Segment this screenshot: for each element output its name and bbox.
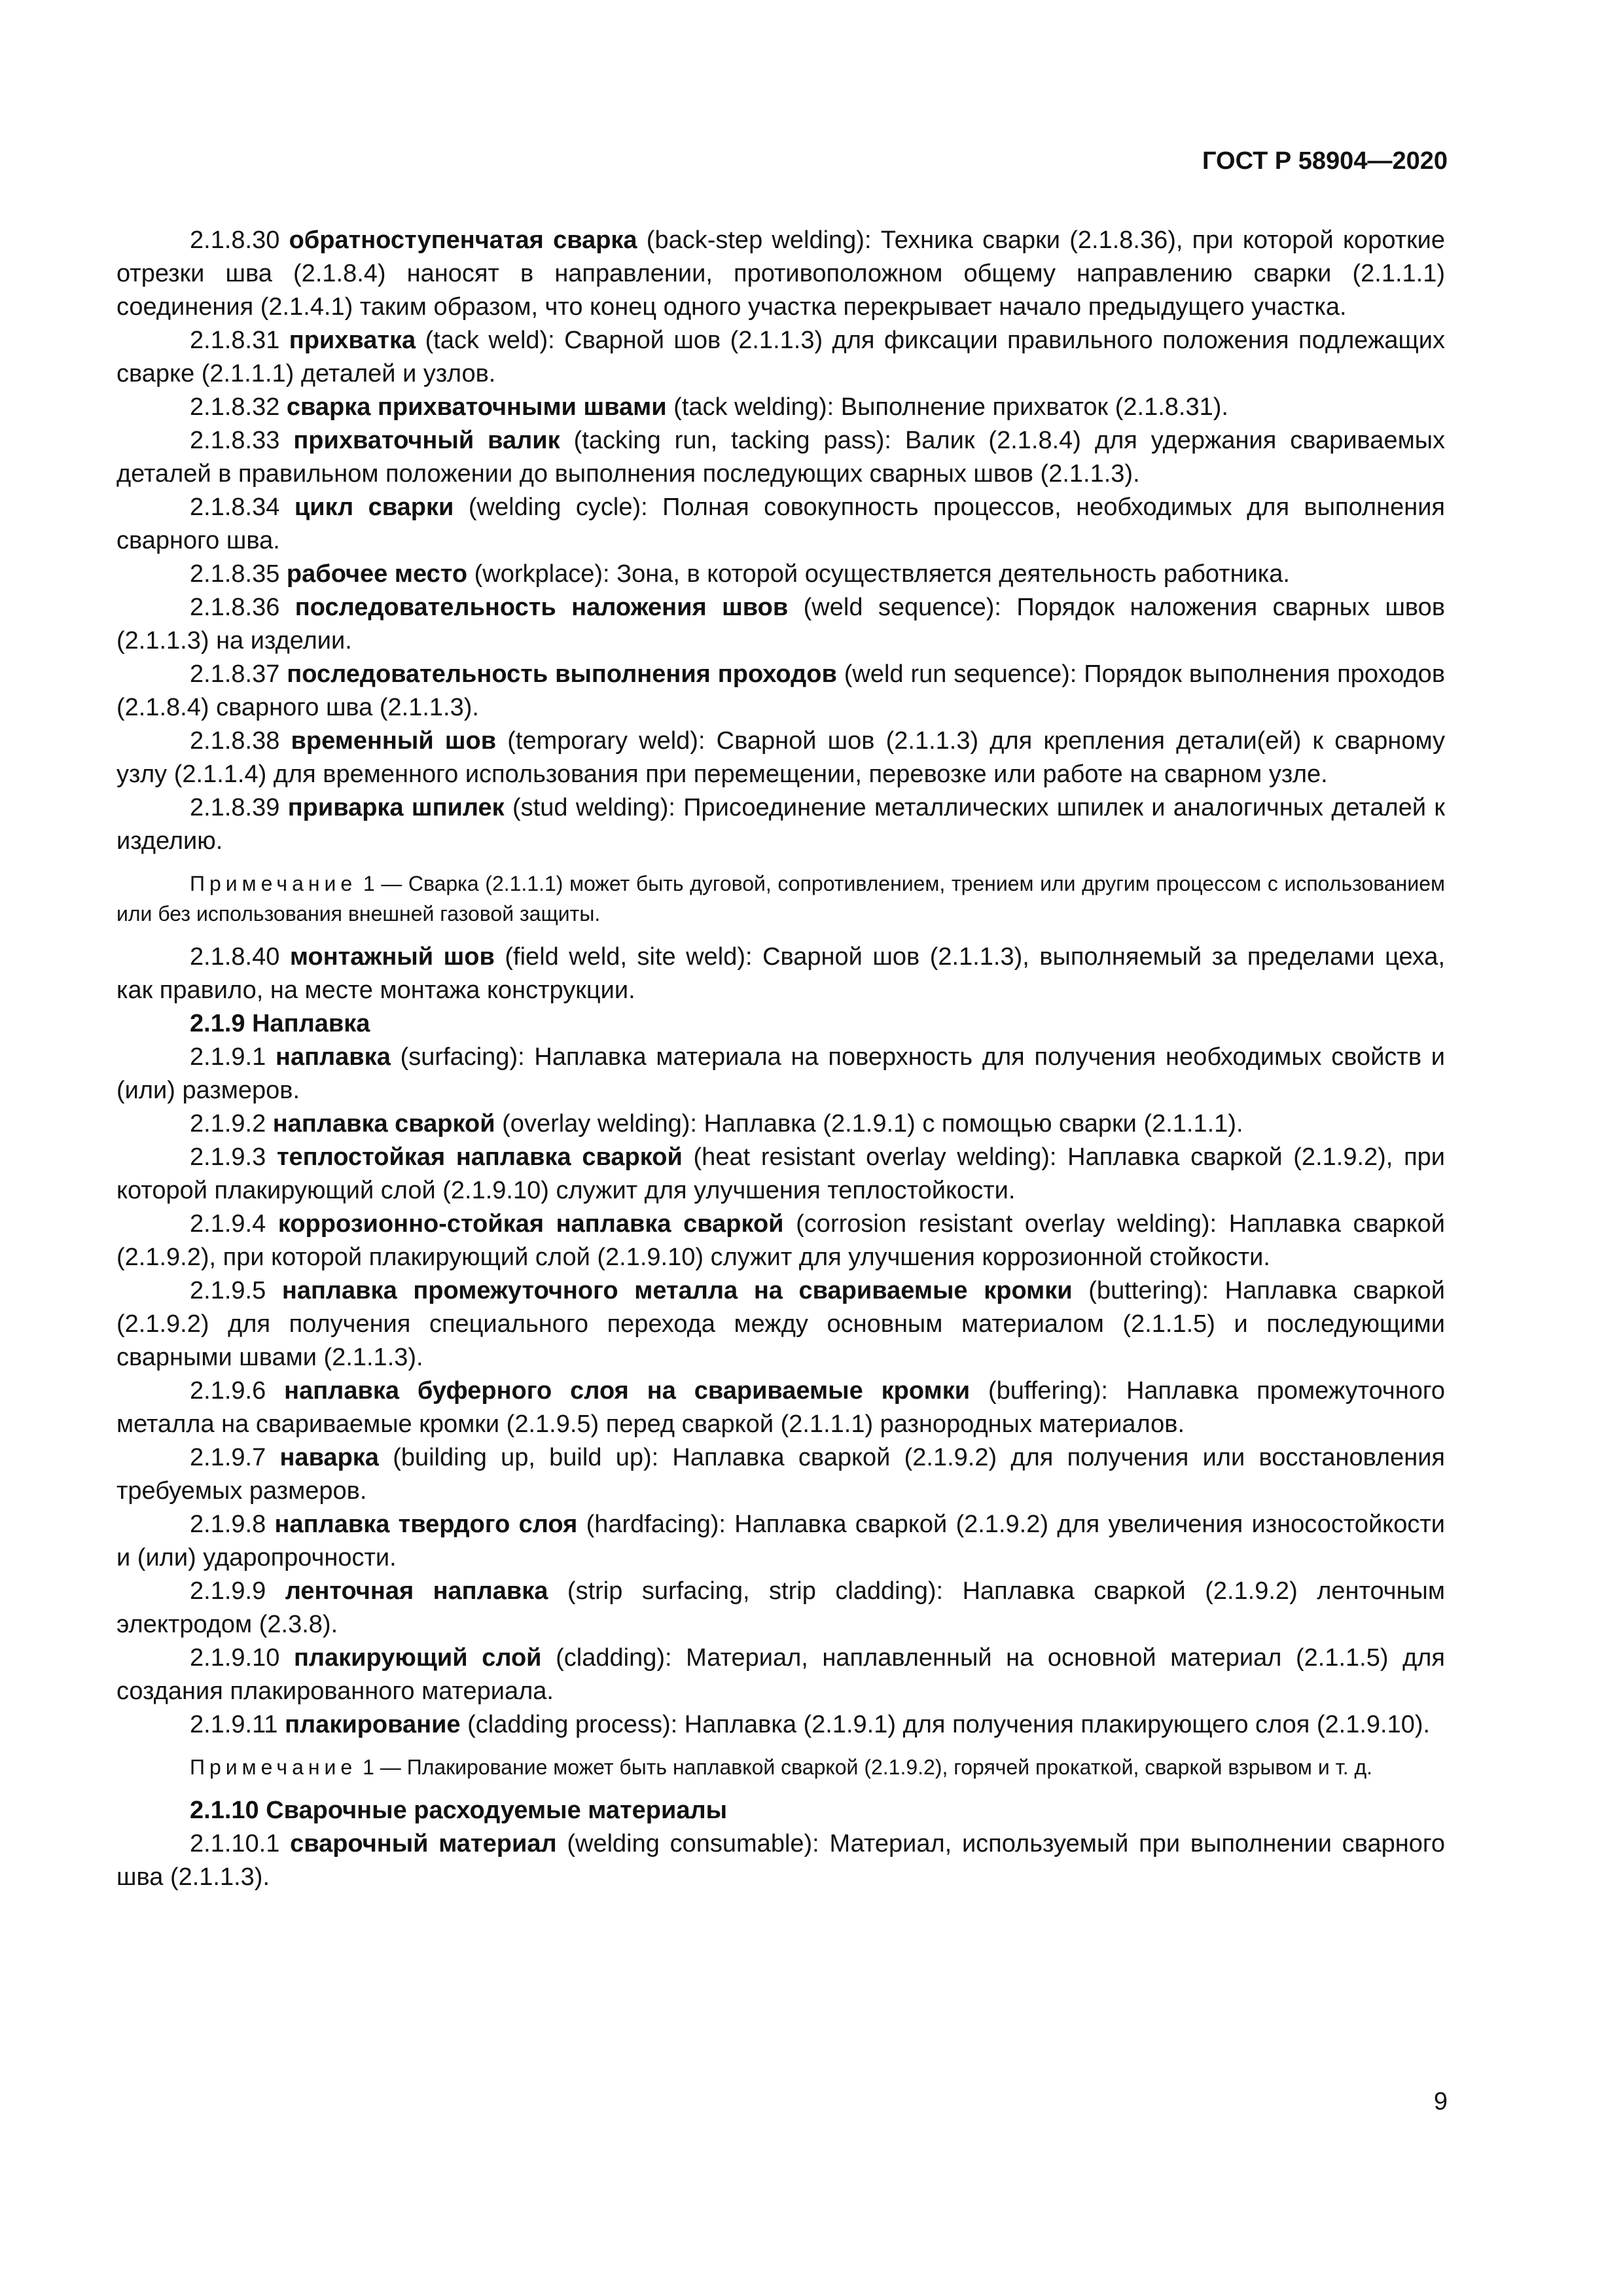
term-entry-2-1-8-34	[116, 491, 1445, 558]
entry-term: плакирование	[285, 1711, 461, 1738]
note-label: Примечание	[190, 872, 357, 895]
entry-definition: (tack weld): Сварной шов (2.1.1.3) для фиксации правильного положения подлежащих сварке (2.1.1.1) деталей и узлов.	[116, 327, 1446, 387]
note-cladding	[116, 1752, 1445, 1782]
entry-definition: (buffering): Наплавка промежуточного металла на свариваемые кромки (2.1.9.5) перед сваркой (2.1.1.1) разнородных материалов.	[116, 1377, 1445, 1438]
entry-number: 2.1.8.36	[190, 594, 280, 621]
term-entry-2-1-9-1	[116, 1041, 1445, 1107]
entry-number: 2.1.9.6	[190, 1377, 266, 1405]
term-entry-2-1-8-33	[116, 424, 1445, 491]
entry-term: сварочный материал	[290, 1830, 557, 1857]
entry-number: 2.1.9.5	[190, 1277, 266, 1304]
term-entry-2-1-9-8	[116, 1508, 1445, 1575]
entry-definition: (overlay welding): Наплавка (2.1.9.1) с помощью сварки (2.1.1.1).	[495, 1110, 1243, 1138]
entry-term: наплавка сваркой	[272, 1110, 495, 1138]
entry-definition: (weld run sequence): Порядок выполнения проходов (2.1.8.4) сварного шва (2.1.1.3).	[116, 660, 1446, 721]
term-entry-2-1-9-6	[116, 1374, 1445, 1441]
term-entry-2-1-9-2	[116, 1107, 1445, 1141]
entry-number: 2.1.9.2	[190, 1110, 266, 1138]
entry-definition: (stud welding): Присоединение металлических шпилек и аналогичных деталей к изделию.	[116, 794, 1446, 855]
entry-number: 2.1.8.32	[190, 393, 280, 421]
entry-definition: (field weld, site weld): Сварной шов (2.1.1.3), выполняемый за пределами цеха, как правило, на месте монтажа конструкции.	[116, 943, 1446, 1004]
entry-number: 2.1.8.40	[190, 943, 280, 971]
entry-term: монтажный шов	[289, 943, 495, 971]
entry-number: 2.1.9.8	[190, 1511, 266, 1538]
term-entry-2-1-9-3	[116, 1141, 1445, 1208]
entry-term: наплавка буферного слоя на свариваемые кромки	[284, 1377, 971, 1405]
entry-definition: (back-step welding): Техника сварки (2.1.8.36), при которой короткие отрезки шва (2.1.8.4) наносят в направлении, противоположном общему направлению сварки (2.1.1.1) соединения (2.1.4.1) таким образом, что конец одного участка перекрывает начало предыдущего участка.	[116, 226, 1446, 321]
entry-definition: (tacking run, tacking pass): Валик (2.1.8.4) для удержания свариваемых деталей в правильном положении до выполнения последующих сварных швов (2.1.1.3).	[116, 427, 1446, 488]
entry-number: 2.1.8.35	[190, 560, 280, 588]
term-entry-2-1-8-37	[116, 658, 1445, 725]
entry-number: 2.1.9.3	[190, 1143, 266, 1171]
entry-definition: (workplace): Зона, в которой осуществляется деятельность работника.	[467, 560, 1290, 588]
entry-definition: (temporary weld): Сварной шов (2.1.1.3) для крепления детали(ей) к сварному узлу (2.1.1.4) для временного использования при перемещении, перевозке или работе на сварном узле.	[116, 727, 1446, 788]
entry-definition: (welding cycle): Полная совокупность процессов, необходимых для выполнения сварного шва.	[116, 493, 1445, 554]
entry-term: цикл сварки	[294, 493, 454, 521]
term-entry-2-1-8-36	[116, 591, 1445, 658]
entry-term: наплавка промежуточного металла на свариваемые кромки	[281, 1277, 1073, 1304]
note-label: Примечание	[190, 1755, 357, 1779]
entry-number: 2.1.9.4	[190, 1210, 266, 1238]
entry-term: приварка шпилек	[287, 794, 505, 821]
entry-term: плакирующий слой	[293, 1644, 542, 1672]
term-entry-2-1-8-40	[116, 941, 1445, 1007]
entry-term: временный шов	[291, 727, 497, 755]
section-heading-2-1-9: 2.1.9 Наплавка	[190, 1010, 370, 1037]
entry-term: обратноступенчатая сварка	[289, 226, 637, 254]
term-entry-2-1-9-7	[116, 1441, 1445, 1508]
entry-definition: (corrosion resistant overlay welding): Наплавка сваркой (2.1.9.2), при которой плакирующий слой (2.1.9.10) служит для улучшения коррозионной стойкости.	[116, 1210, 1446, 1271]
entry-number: 2.1.8.39	[190, 794, 280, 821]
entry-number: 2.1.9.1	[190, 1043, 266, 1071]
term-entry-2-1-9-9	[116, 1575, 1445, 1641]
term-entry-2-1-9-10	[116, 1641, 1445, 1708]
term-entry-2-1-10-1	[116, 1827, 1445, 1894]
entry-term: наварка	[279, 1444, 379, 1471]
entry-term: последовательность выполнения проходов	[287, 660, 837, 688]
entry-definition: (buttering): Наплавка сваркой (2.1.9.2) для получения специального перехода между основным материалом (2.1.1.5) и последующими сварными швами (2.1.1.3).	[116, 1277, 1445, 1371]
entry-term: прихватка	[289, 327, 416, 354]
entry-definition: (hardfacing): Наплавка сваркой (2.1.9.2) для увеличения износостойкости и (или) ударопрочности.	[116, 1511, 1445, 1571]
entry-term: теплостойкая наплавка сваркой	[276, 1143, 683, 1171]
entry-definition: (building up, build up): Наплавка сваркой (2.1.9.2) для получения или восстановления требуемых размеров.	[116, 1444, 1445, 1505]
entry-number: 2.1.8.33	[190, 427, 280, 454]
entry-term: наплавка	[276, 1043, 391, 1071]
entry-term: рабочее место	[286, 560, 468, 588]
term-entry-2-1-8-38	[116, 725, 1445, 791]
entry-number: 2.1.8.34	[190, 493, 280, 521]
entry-number: 2.1.10.1	[190, 1830, 280, 1857]
term-entry-2-1-9-11	[116, 1708, 1445, 1742]
entry-number: 2.1.8.38	[190, 727, 280, 755]
entry-definition: (cladding process): Наплавка (2.1.9.1) для получения плакирующего слоя (2.1.9.10).	[460, 1711, 1431, 1738]
page-body	[116, 224, 1445, 1894]
entry-number: 2.1.9.7	[190, 1444, 266, 1471]
entry-term: последовательность наложения швов	[294, 594, 789, 621]
term-entry-2-1-8-30	[116, 224, 1445, 324]
term-entry-2-1-8-32	[116, 391, 1445, 424]
term-entry-2-1-8-31	[116, 324, 1445, 391]
entry-definition: (weld sequence): Порядок наложения сварных швов (2.1.1.3) на изделии.	[116, 594, 1446, 655]
entry-term: сварка прихваточными швами	[286, 393, 667, 421]
entry-definition: (cladding): Материал, наплавленный на основной материал (2.1.1.5) для создания плакированного материала.	[116, 1644, 1446, 1705]
entry-number: 2.1.8.37	[190, 660, 280, 688]
entry-term: наплавка твердого слоя	[274, 1511, 578, 1538]
term-entry-2-1-9-5	[116, 1274, 1445, 1374]
entry-definition: (strip surfacing, strip cladding): Наплавка сваркой (2.1.9.2) ленточным электродом (2.3.8).	[116, 1577, 1445, 1638]
entry-number: 2.1.8.31	[190, 327, 280, 354]
entry-term: ленточная наплавка	[285, 1577, 548, 1605]
page-number: 9	[1433, 2088, 1448, 2115]
entry-number: 2.1.8.30	[190, 226, 280, 254]
entry-definition: (heat resistant overlay welding): Наплавка сваркой (2.1.9.2), при которой плакирующий слой (2.1.9.10) служит для улучшения теплостойкости.	[116, 1143, 1446, 1204]
entry-term: прихваточный валик	[293, 427, 560, 454]
note-welding-process	[116, 869, 1445, 929]
note-text: 1 — Плакирование может быть наплавкой сваркой (2.1.9.2), горячей прокаткой, сваркой взрывом и т. д.	[357, 1755, 1373, 1779]
entry-number: 2.1.9.10	[190, 1644, 280, 1672]
entry-number: 2.1.9.11	[190, 1711, 278, 1738]
entry-definition: (welding consumable): Материал, используемый при выполнении сварного шва (2.1.1.3).	[116, 1830, 1445, 1891]
document-code: ГОСТ Р 58904—2020	[1202, 147, 1448, 175]
entry-definition: (tack welding): Выполнение прихваток (2.1.8.31).	[666, 393, 1228, 421]
term-entry-2-1-8-35	[116, 558, 1445, 591]
term-entry-2-1-8-39	[116, 791, 1445, 858]
entry-number: 2.1.9.9	[190, 1577, 266, 1605]
term-entry-2-1-9-4	[116, 1208, 1445, 1274]
section-heading-2-1-10: 2.1.10 Сварочные расходуемые материалы	[190, 1797, 728, 1824]
entry-definition: (surfacing): Наплавка материала на поверхность для получения необходимых свойств и (или) размеров.	[116, 1043, 1446, 1104]
note-text: 1 — Сварка (2.1.1.1) может быть дуговой, сопротивлением, трением или другим процессом с использованием или без использования внешней газовой защиты.	[116, 872, 1445, 925]
entry-term: коррозионно-стойкая наплавка сваркой	[277, 1210, 784, 1238]
